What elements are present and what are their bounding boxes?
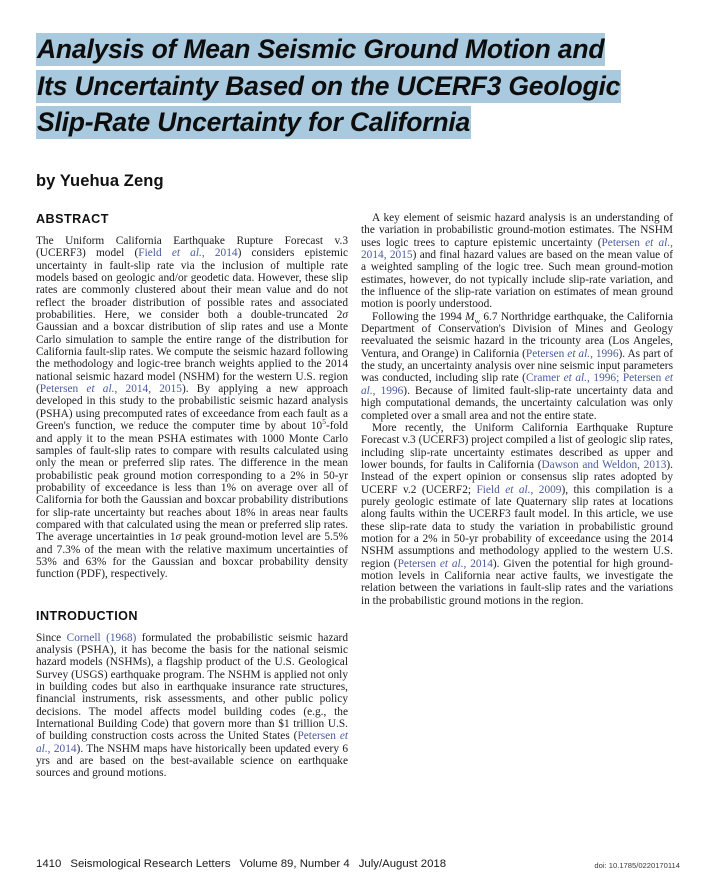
intro2-text-a: A key element of seismic hazard analysis is an understanding of the variation in probabilistic ground-motion estimates. The NSHM uses logic trees to capture epistemic uncertainty ( (361, 212, 673, 249)
title-line-1: Analysis of Mean Seismic Ground Motion and (37, 34, 605, 64)
citation-petersen-2014: Petersen et al., 2014 (36, 730, 349, 755)
footer-issue-date: July/August 2018 (358, 858, 447, 870)
citation-field-2014: Field et al., 2014 (138, 247, 238, 260)
intro-text-c: ). The NSHM maps have historically been updated every 6 yrs and are based on the best-available science on earthquake sources and ground motions. (36, 742, 349, 780)
introduction-paragraph-1 (36, 632, 348, 780)
column-right (361, 212, 673, 607)
abstract-text-f: peak ground-motion level are 5.5% and 7.3% of the mean with the relative maximum uncertainties of 53% and 63% for the Gaussian and boxcar probability density function (PDF), respectively. (36, 531, 348, 581)
intro3-text-b: 6.7 Northridge earthquake, the California Department of Conservation's Division of Mines and Geology reevaluated the seismic hazard in the tricounty area (Los Angeles, Ventura, and Orange) in California ( (361, 310, 674, 360)
magnitude-subscript: w (474, 316, 481, 326)
citation-petersen-1996-b: Petersen et al., 1996 (361, 372, 673, 397)
page-title (36, 33, 676, 143)
page-footer (36, 858, 680, 874)
citation-petersen-2014-2015: Petersen et al., 2014, 2015 (39, 383, 182, 396)
title-line-2: Its Uncertainty Based on the UCERF3 Geologic (37, 70, 621, 101)
abstract-text-b: ) considers epistemic uncertainty in fault-slip rate via the inclusion of multiple rate models based on geologic and/or geodetic data. However, these slip rates are commonly clustered about their mean value and do not reflect the broader distribution of possible rates and associated probabilities. Here, we consider both a double-truncated 2 (36, 247, 349, 322)
intro3-text-c: ). As part of the study, an uncertainty analysis over nine seismic input parameters was conducted, including slip rate ( (361, 347, 674, 385)
column-left (36, 212, 348, 780)
citation-cornell-1968: Cornell (1968) (66, 631, 137, 644)
citation-petersen-2014-c: Petersen et al., 2014 (397, 557, 493, 570)
intro3-text-d: ). Because of limited fault-slip-rate uncertainty data and high computational demands, the uncertainty calculation was only completed over a small area and not the entire state. (361, 384, 674, 422)
intro4-text-d: ). Given the potential for high ground-motion levels in California near active faults, we investigate the relation between the variations in fault-slip rates and the variations in the probabilistic ground motions in the region. (361, 557, 674, 607)
intro-text-a: Since (36, 631, 67, 644)
introduction-paragraph-2 (361, 212, 673, 311)
citation-field-2009: Field et al., 2009 (476, 483, 562, 496)
introduction-paragraph-4 (361, 422, 673, 607)
abstract-text-a: The Uniform California Earthquake Rupture Forecast v.3 (UCERF3) model ( (36, 235, 348, 260)
intro4-text-a: More recently, the Uniform California Earthquake Rupture Forecast v.3 (UCERF3) project compiled a list of geologic slip rates, including slip-rate uncertainty estimates described as upper and lower bounds, for faults in California ( (361, 421, 673, 471)
intro4-text-b: ). Instead of the expert opinion or consensus slip rates adopted by UCERF v.2 (UCERF2; (361, 458, 673, 496)
sigma-symbol: σ (342, 309, 348, 322)
exponent-5: 5 (322, 417, 326, 427)
title-line-3: Slip-Rate Uncertainty for California (37, 107, 471, 137)
citation-petersen-1996: Petersen et al., 1996 (525, 347, 619, 360)
abstract-paragraph (36, 235, 348, 581)
citation-separator: ; (616, 372, 623, 385)
abstract-heading: ABSTRACT (36, 212, 109, 226)
abstract-text-e: -fold and apply it to the mean PSHA estimates with 1000 Monte Carlo samples of fault-slip rates to compare with results calculated using only the mean or preferred slip rates. The difference in the mean probabilistic peak ground motion corresponding to a 2% in 50-yr probability of exceedance is less than 1% on average over all of California for both the Gaussian and boxcar probability distributions for slip-rate uncertainty but reaches about 18% in areas near faults compared with that calculated using the mean or preferred slip rates. The average uncertainties in 1 (36, 420, 348, 544)
abstract-text-d: ). By applying a new approach developed in this study to the probabilistic seismic hazard analysis (PSHA) using precomputed rates of exceedance from each fault as a Green's function, we reduce the computer time by about 10 (36, 383, 349, 433)
introduction-heading: INTRODUCTION (36, 608, 138, 623)
sigma-symbol-2: σ (175, 531, 182, 544)
citation-petersen-2014-2015-b: Petersen et al., 2014, 2015 (361, 236, 673, 262)
footer-doi: doi: 10.1785/0220170114 (594, 861, 680, 870)
footer-journal-name: Seismological Research Letters (70, 858, 231, 870)
author-byline: by Yuehua Zeng (36, 172, 164, 190)
footer-volume: Volume 89, Number 4 (239, 858, 350, 870)
introduction-paragraph-3 (361, 311, 673, 422)
intro-text-b: formulated the probabilistic seismic hazard analysis (PSHA), it has become the basis for the national seismic hazard models (NSHMs), a flagship product of the U.S. Geological Survey (USGS) earthquake program. The NSHM is applied not only in building codes but also in earthquake insurance rate structures, financial instruments, risk assessments, and other public policy decisions. The model affects model building codes (e.g., the International Building Code) that govern more than $1 trillion U.S. of building construction costs across the United States ( (36, 631, 348, 743)
citation-cramer-1996: Cramer et al., 1996 (525, 372, 617, 385)
intro3-text-a: Following the 1994 (372, 310, 466, 323)
footer-citation-line (36, 858, 446, 870)
abstract-text-c: Gaussian and a boxcar distribution of slip rates and use a Monte Carlo simulation to sample the entire range of the distribution for California fault-slip rates. We compute the seismic hazard following the methodology and logic-tree branch weights applied to the 2014 national seismic hazard model (NSHM) for the western U.S. region ( (36, 321, 348, 396)
magnitude-symbol: M (465, 310, 475, 323)
footer-page-number: 1410 (36, 858, 62, 870)
citation-dawson-weldon-2013: Dawson and Weldon, 2013 (541, 458, 667, 471)
intro2-text-b: ) and final hazard values are based on the mean value of a weighted sampling of the logic tree. Such mean ground-motion estimates, however, do not typically include slip-rate variation, and the influence of the slip-rate variation on estimates of mean ground motion is poorly understood. (361, 249, 673, 311)
intro4-text-c: ), this compilation is a purely geologic estimate of late Quaternary slip rates at locations along faults within the UCERF3 fault model. In this article, we use these slip-rate data to study the variation in probabilistic ground motion for a 2% in 50-yr probability of exceedance using the 2014 NSHM assumptions and methodology applied to the western U.S. region ( (361, 483, 674, 570)
